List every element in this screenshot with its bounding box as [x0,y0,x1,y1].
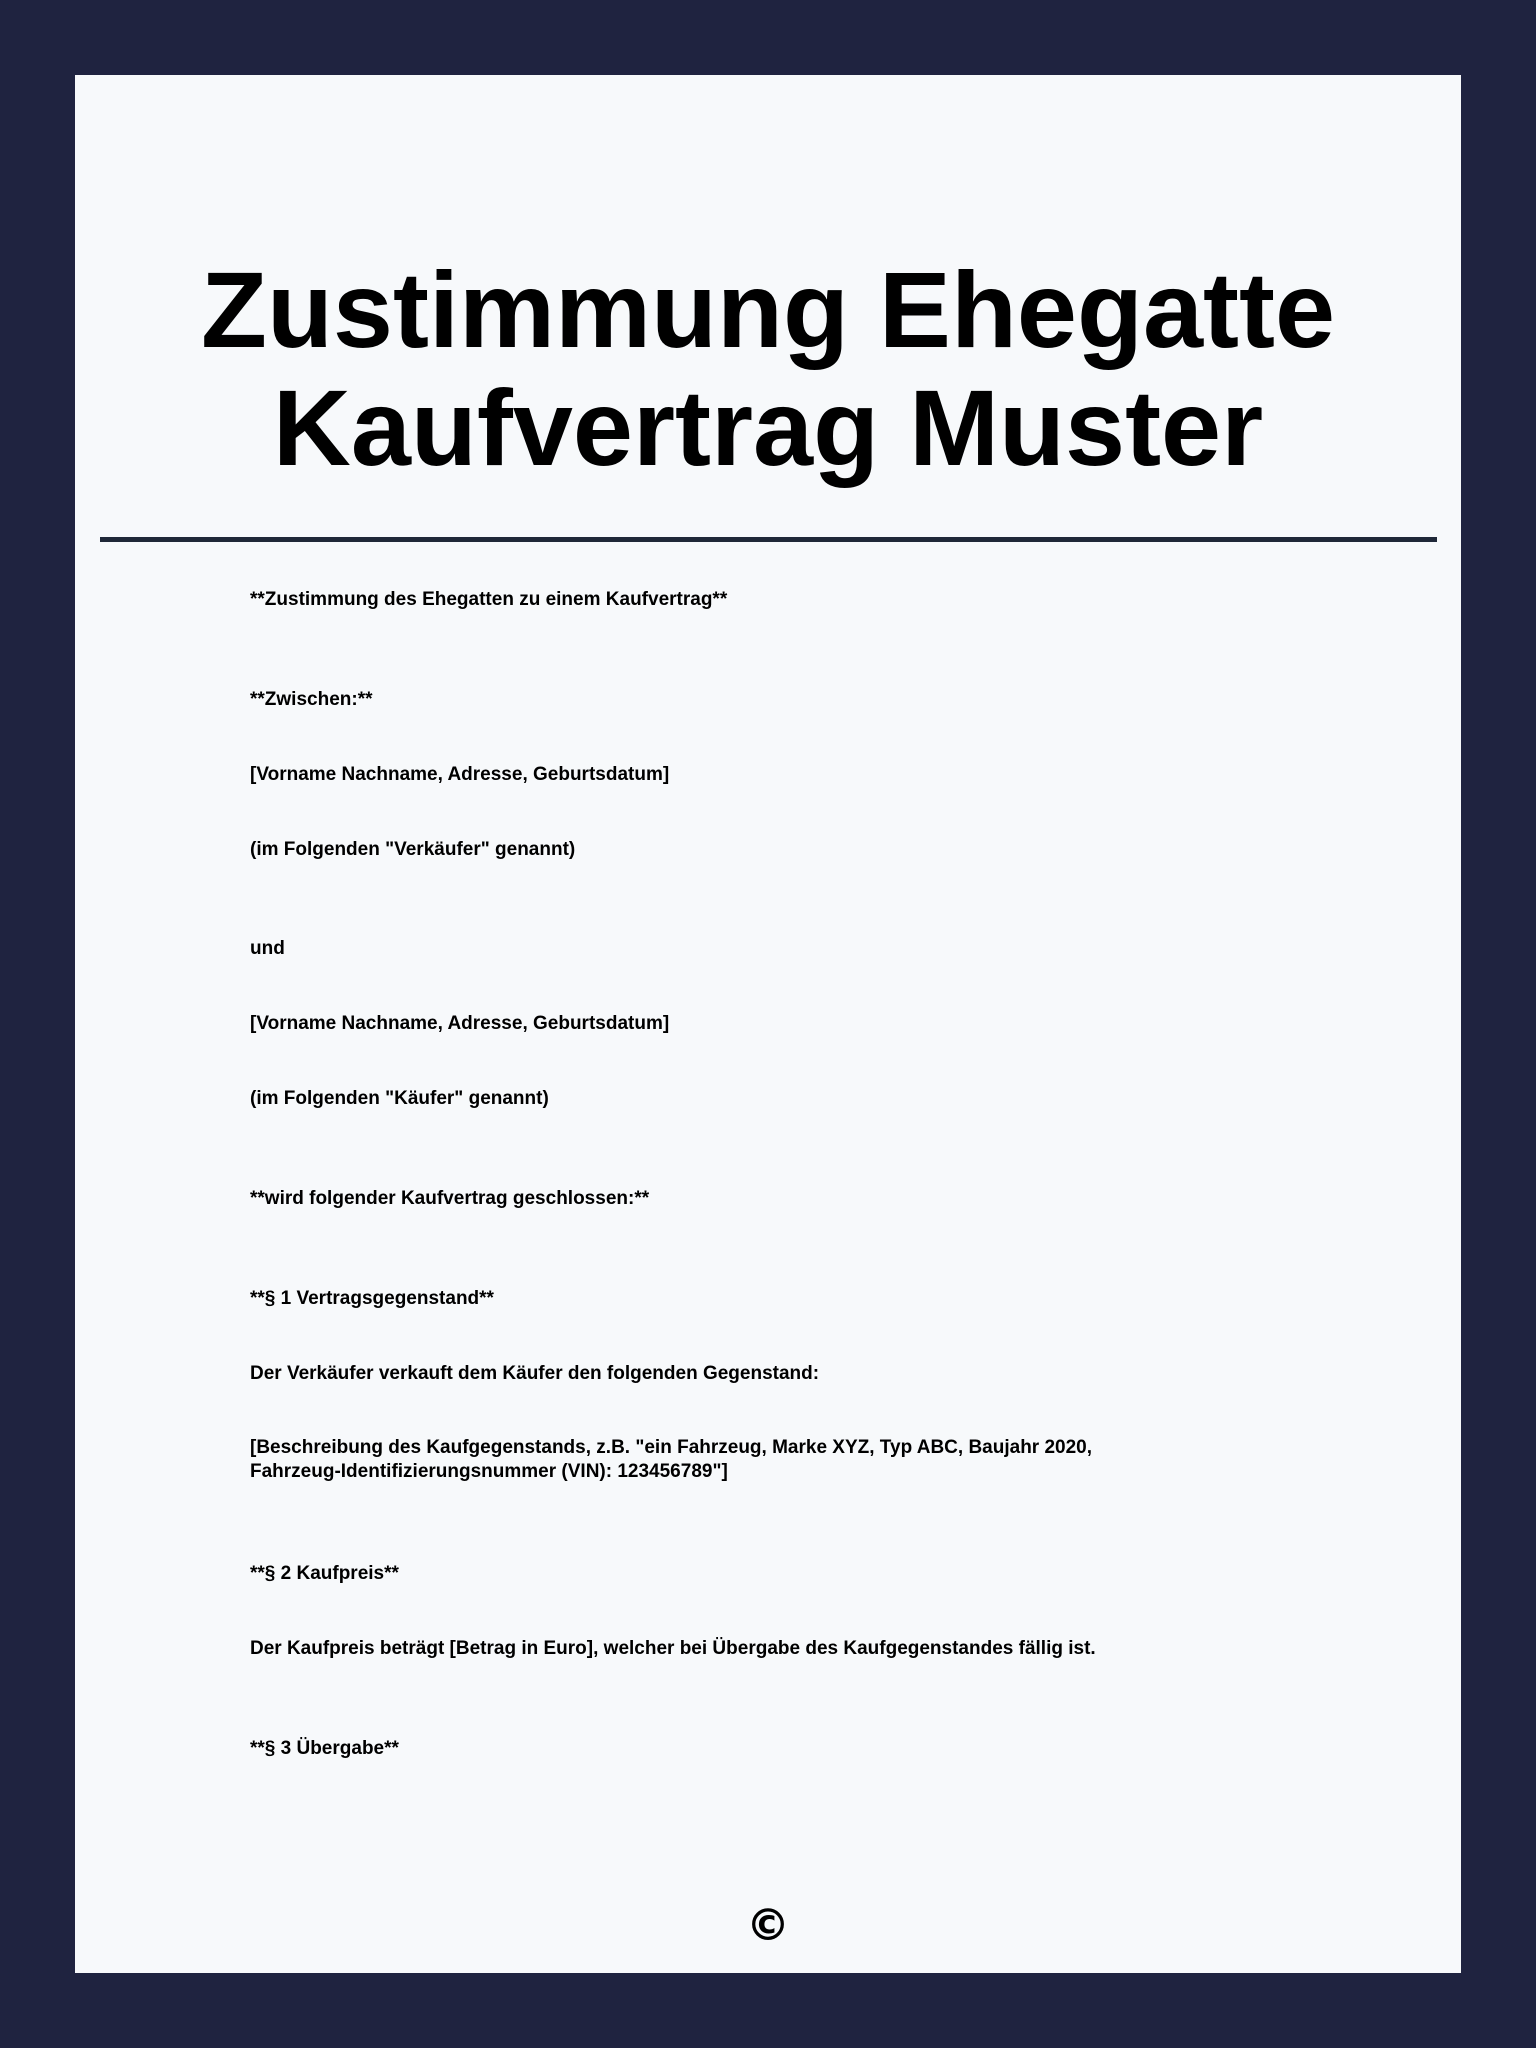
buyer-placeholder: [Vorname Nachname, Adresse, Geburtsdatum] [250,1013,670,1034]
heading-consent: **Zustimmung des Ehegatten zu einem Kaufvertrag** [250,589,728,610]
title-line-2: Kaufvertrag Muster [272,367,1264,488]
item-description-placeholder: [Beschreibung des Kaufgegenstands, z.B. "ein Fahrzeug, Marke XYZ, Typ ABC, Baujahr 2020, Fahrzeug-Identifizierungsnummer (VIN): 123456789"] [250,1437,1093,1482]
seller-placeholder: [Vorname Nachname, Adresse, Geburtsdatum] [250,764,670,785]
document-page [75,75,1461,1973]
copyright-symbol: © [746,1900,790,1951]
title-divider [100,537,1437,542]
title-block [75,75,1461,545]
conjunction-and: und [250,938,285,959]
section-1-text: Der Verkäufer verkauft dem Käufer den folgenden Gegenstand: [250,1363,820,1384]
heading-between: **Zwischen:** [250,689,373,710]
buyer-designation: (im Folgenden "Käufer" genannt) [250,1088,549,1109]
document-title [75,251,1461,487]
section-2-heading: **§ 2 Kaufpreis** [250,1563,399,1584]
seller-designation: (im Folgenden "Verkäufer" genannt) [250,839,576,860]
section-3-heading: **§ 3 Übergabe** [250,1738,399,1759]
title-line-1: Zustimmung Ehegatte [200,249,1336,370]
section-2-text: Der Kaufpreis beträgt [Betrag in Euro], welcher bei Übergabe des Kaufgegenstandes fällig ist. [250,1638,1096,1659]
section-1-heading: **§ 1 Vertragsgegenstand** [250,1288,494,1309]
heading-contract-concluded: **wird folgender Kaufvertrag geschlossen:** [250,1188,650,1209]
